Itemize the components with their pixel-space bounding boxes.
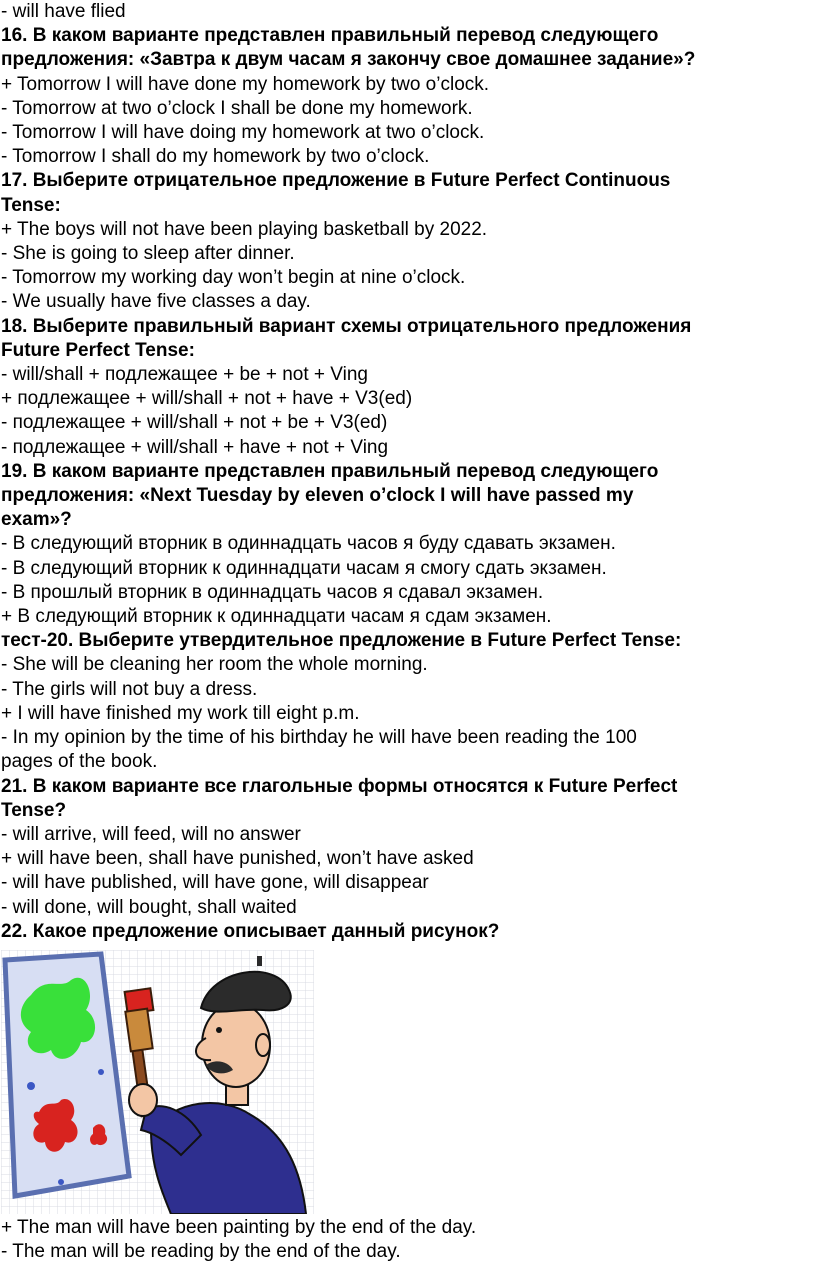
question-title: 22. Какое предложение описывает данный рисунок? xyxy=(1,920,500,942)
answer-option: - Tomorrow I shall do my homework by two o’clock. xyxy=(1,146,430,168)
answer-option: - Tomorrow at two o’clock I shall be done my homework. xyxy=(1,97,473,119)
answer-option: - В следующий вторник в одиннадцать часов я буду сдавать экзамен. xyxy=(1,533,616,555)
painter-at-easel-icon xyxy=(1,950,314,1214)
answer-option: - We usually have five classes a day. xyxy=(1,291,311,313)
question-title: предложения: «Next Tuesday by eleven o’clock I will have passed my xyxy=(1,485,634,507)
question-19 xyxy=(1,460,816,629)
question-title: Future Perfect Tense: xyxy=(1,339,195,361)
question-title: 16. В каком варианте представлен правильный перевод следующего xyxy=(1,25,659,47)
question-18 xyxy=(1,315,816,460)
question-title: тест-20. Выберите утвердительное предложение в Future Perfect Tense: xyxy=(1,630,682,652)
answer-option: - will done, will bought, shall waited xyxy=(1,896,297,918)
answer-option: - В следующий вторник к одиннадцати часам я смогу сдать экзамен. xyxy=(1,557,607,579)
question-title: предложения: «Завтра к двум часам я закончу свое домашнее задание»? xyxy=(1,49,696,71)
question-21 xyxy=(1,775,816,920)
question-20 xyxy=(1,629,816,774)
answer-option: + I will have finished my work till eight p.m. xyxy=(1,702,360,724)
question-title: 21. В каком варианте все глагольные формы относятся к Future Perfect xyxy=(1,775,678,797)
question-title: 18. Выберите правильный вариант схемы отрицательного предложения xyxy=(1,315,692,337)
previous-answer-line: - will have flied xyxy=(1,1,126,22)
answer-option: - She will be cleaning her room the whole morning. xyxy=(1,654,428,676)
question-title: exam»? xyxy=(1,509,72,531)
answer-option: - подлежащее + will/shall + have + not + Ving xyxy=(1,436,389,458)
answer-option: - подлежащее + will/shall + not + be + V3(ed) xyxy=(1,412,388,434)
answer-option: + will have been, shall have punished, won’t have asked xyxy=(1,848,474,870)
question-title: 17. Выберите отрицательное предложение в Future Perfect Continuous xyxy=(1,170,671,192)
answer-option: - The girls will not buy a dress. xyxy=(1,678,258,700)
answer-option: - In my opinion by the time of his birthday he will have been reading the 100 xyxy=(1,727,637,749)
answer-option: + подлежащее + will/shall + not + have + V3(ed) xyxy=(1,388,413,410)
answer-option: - Tomorrow my working day won’t begin at nine o’clock. xyxy=(1,267,466,289)
answer-option: - She is going to sleep after dinner. xyxy=(1,243,295,265)
answer-option: + В следующий вторник к одиннадцати часам я сдам экзамен. xyxy=(1,606,552,628)
answer-option: + The boys will not have been playing basketball by 2022. xyxy=(1,218,488,240)
answer-option: - Tomorrow I will have doing my homework at two o’clock. xyxy=(1,122,485,144)
question-title: Tense: xyxy=(1,194,61,216)
answer-option: - The man will be reading by the end of the day. xyxy=(1,1241,401,1263)
question-17 xyxy=(1,169,816,314)
answer-option: - will/shall + подлежащее + be + not + Ving xyxy=(1,364,368,386)
question-16 xyxy=(1,24,816,169)
question-title: Tense? xyxy=(1,799,67,821)
question-22 xyxy=(1,920,816,1264)
question-title: 19. В каком варианте представлен правильный перевод следующего xyxy=(1,460,659,482)
answer-option: + The man will have been painting by the end of the day. xyxy=(1,1216,477,1238)
answer-option: - В прошлый вторник в одиннадцать часов я сдавал экзамен. xyxy=(1,581,544,603)
answer-option-continuation: pages of the book. xyxy=(1,751,158,773)
answer-option: - will arrive, will feed, will no answer xyxy=(1,823,301,845)
answer-option: + Tomorrow I will have done my homework by two o’clock. xyxy=(1,73,490,95)
answer-option: - will have published, will have gone, will disappear xyxy=(1,872,429,894)
